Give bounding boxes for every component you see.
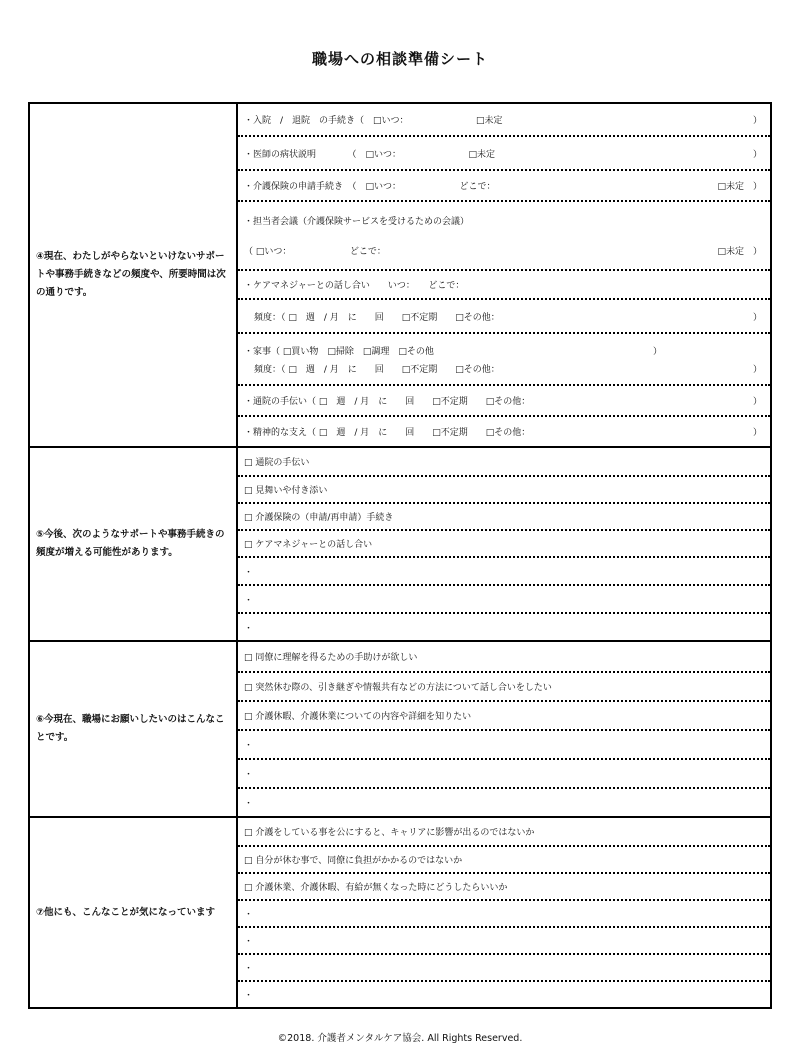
section-label: ⑥今現在、職場にお願いしたいのはこんなことです。	[30, 642, 238, 816]
item-row-emotional-support[interactable]	[238, 415, 770, 446]
item-text: ・通院の手伝い（ □ 週 / 月 に 回 □不定期 □その他：	[244, 397, 531, 407]
item-text: ・医師の病状説明 （ □いつ： □未定	[244, 149, 496, 160]
checkbox-label: □ 介護休暇、介護休業についての内容や詳細を知りたい	[244, 712, 472, 722]
bullet: ・	[244, 964, 254, 974]
item-text: ・入院 / 退院 の手続き（ □いつ： □未定	[244, 116, 503, 126]
bullet: ・	[244, 567, 254, 578]
item-row-doctor-explanation[interactable]	[238, 135, 770, 169]
blank-entry-row[interactable]	[238, 556, 770, 584]
page-title: 職場への相談準備シート	[311, 50, 488, 68]
section-items	[238, 448, 770, 640]
item-row-housework[interactable]	[238, 332, 770, 384]
checkbox-label: □ 突然休む際の、引き継ぎや情報共有などの方法について話し合いをしたい	[244, 683, 552, 693]
bullet: ・	[244, 991, 254, 1001]
section-4	[30, 104, 770, 446]
checkbox-label: □ 自分が休む事で、同僚に負担がかかるのではないか	[244, 856, 463, 866]
item-row-insurance-application[interactable]	[238, 169, 770, 200]
bullet: ・	[244, 623, 254, 634]
section-label: ⑦他にも、こんなことが気になっています	[30, 818, 238, 1007]
section-7	[30, 816, 770, 1007]
checkbox-row[interactable]	[238, 475, 770, 502]
section-items	[238, 642, 770, 816]
item-text-end: ）	[652, 346, 662, 357]
item-row-care-meeting[interactable]	[238, 200, 770, 269]
copyright-footer: ©2018. 介護者メンタルケア協会. All Rights Reserved.	[277, 1033, 523, 1044]
bullet: ・	[244, 910, 254, 920]
section-6	[30, 640, 770, 816]
checkbox-label: □ 介護保険の（申請/再申請）手続き	[244, 513, 394, 523]
item-text-end: ）	[752, 397, 762, 407]
bullet: ・	[244, 799, 254, 809]
checkbox-row[interactable]	[238, 700, 770, 729]
item-text: （ □いつ： どこで：	[244, 247, 386, 257]
bullet: ・	[244, 741, 254, 751]
blank-entry-row[interactable]	[238, 612, 770, 640]
blank-entry-row[interactable]	[238, 729, 770, 758]
item-text-end: □未定 ）	[717, 182, 762, 192]
checkbox-row[interactable]	[238, 872, 770, 899]
checkbox-row[interactable]	[238, 845, 770, 872]
item-text-end: ）	[752, 149, 762, 160]
blank-entry-row[interactable]	[238, 953, 770, 980]
blank-entry-row[interactable]	[238, 758, 770, 787]
item-text-end: ）	[752, 364, 762, 375]
section-items	[238, 818, 770, 1007]
blank-entry-row[interactable]	[238, 787, 770, 816]
item-text: 頻度：（ □ 週 / 月 に 回 □不定期 □その他：	[254, 364, 500, 375]
section-5	[30, 446, 770, 640]
checkbox-row[interactable]	[238, 671, 770, 700]
bullet: ・	[244, 937, 254, 947]
item-text: ・精神的な支え（ □ 週 / 月 に 回 □不定期 □その他：	[244, 428, 531, 438]
section-label: ④現在、わたしがやらないといけないサポートや事務手続きなどの頻度や、所要時間は次の通りです。	[30, 104, 238, 446]
checkbox-row[interactable]	[238, 642, 770, 671]
checkbox-label: □ 同僚に理解を得るための手助けが欲しい	[244, 653, 418, 663]
checkbox-label: □ 介護休業、介護休暇、有給が無くなった時にどうしたらいいか	[244, 883, 508, 893]
checkbox-row[interactable]	[238, 818, 770, 845]
section-items	[238, 104, 770, 446]
item-row-admission[interactable]	[238, 104, 770, 135]
consultation-sheet	[28, 102, 772, 1009]
blank-entry-row[interactable]	[238, 980, 770, 1007]
checkbox-label: □ 見舞いや付き添い	[244, 486, 328, 496]
blank-entry-row[interactable]	[238, 926, 770, 953]
item-text: ・担当者会議（介護保険サービスを受けるための会議）	[244, 217, 470, 227]
checkbox-row[interactable]	[238, 529, 770, 556]
blank-entry-row[interactable]	[238, 584, 770, 612]
item-text-end: ）	[752, 428, 762, 438]
item-text-end: ）	[752, 312, 762, 323]
checkbox-row[interactable]	[238, 448, 770, 475]
checkbox-row[interactable]	[238, 502, 770, 529]
item-text: 頻度：（ □ 週 / 月 に 回 □不定期 □その他：	[254, 312, 500, 323]
item-row-hospital-visit[interactable]	[238, 384, 770, 415]
blank-entry-row[interactable]	[238, 899, 770, 926]
item-text-end: □未定 ）	[717, 247, 762, 257]
bullet: ・	[244, 770, 254, 780]
checkbox-label: □ 介護をしている事を公にすると、キャリアに影響が出るのではないか	[244, 828, 535, 838]
bullet: ・	[244, 595, 254, 606]
item-text: ・ケアマネジャーとの話し合い いつ： どこで：	[244, 281, 465, 291]
item-text-end: ）	[752, 116, 762, 126]
checkbox-label: □ 通院の手伝い	[244, 458, 310, 468]
item-text: ・家事（ □買い物 □掃除 □調理 □その他	[244, 346, 434, 357]
checkbox-label: □ ケアマネジャーとの話し合い	[244, 540, 373, 550]
item-row-care-manager[interactable]	[238, 269, 770, 298]
item-row-care-manager-frequency[interactable]	[238, 298, 770, 332]
item-text: ・介護保険の申請手続き （ □いつ： どこで：	[244, 182, 496, 192]
section-label: ⑤今後、次のようなサポートや事務手続きの頻度が増える可能性があります。	[30, 448, 238, 640]
